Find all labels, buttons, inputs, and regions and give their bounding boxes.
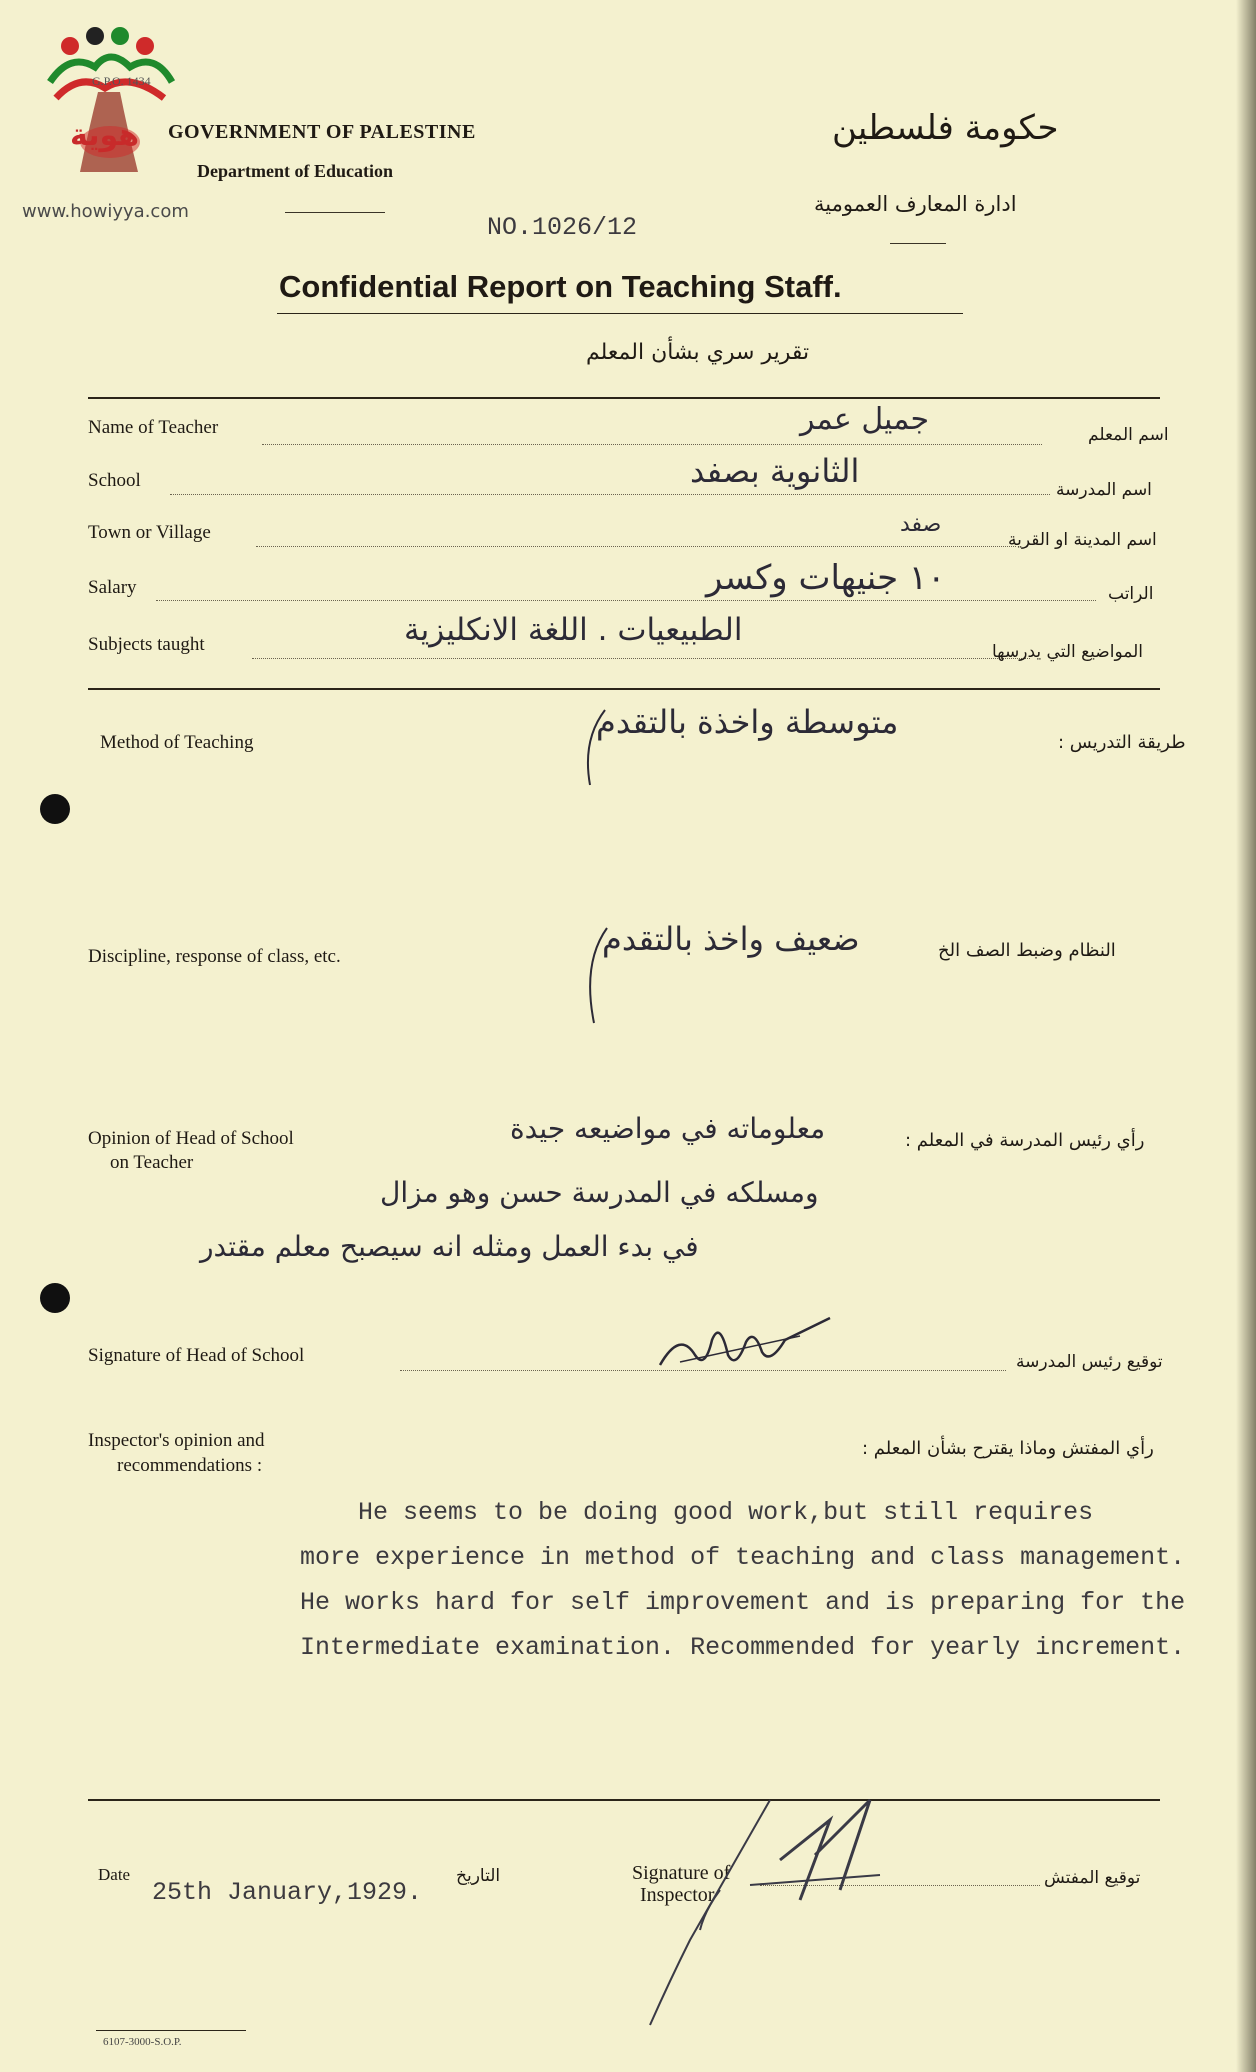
head-signature-label: Signature of Head of School bbox=[88, 1345, 305, 1366]
howiyya-logo bbox=[40, 22, 180, 182]
school-label: School bbox=[88, 470, 141, 491]
inspector-signature-label: Signature of bbox=[632, 1862, 731, 1884]
header-dash-right bbox=[890, 243, 946, 244]
school-dots bbox=[170, 494, 1050, 495]
bottom-rule bbox=[88, 1799, 1160, 1801]
watermark-site[interactable]: www.howiyya.com bbox=[22, 201, 189, 222]
name-of-teacher-label-ar: اسم المعلم bbox=[1088, 425, 1169, 445]
department-title-en: Department of Education bbox=[197, 161, 393, 181]
date-label-ar: التاريخ bbox=[456, 1866, 501, 1886]
header-dash-left bbox=[285, 212, 385, 213]
punch-hole-bottom bbox=[40, 1283, 70, 1313]
government-title-en: GOVERNMENT OF PALESTINE bbox=[168, 121, 476, 143]
head-opinion-line-3: في بدء العمل ومثله انه سيصبح معلم مقتدر bbox=[200, 1230, 699, 1263]
head-opinion-line-2: ومسلكه في المدرسة حسن وهو مزال bbox=[380, 1176, 819, 1209]
logo-text: هوية bbox=[70, 118, 140, 153]
subjects-label: Subjects taught bbox=[88, 634, 205, 655]
subjects-value: الطبيعيات . اللغة الانكليزية bbox=[404, 612, 743, 648]
head-opinion-label-2: on Teacher bbox=[110, 1152, 194, 1173]
report-number: NO.1026/12 bbox=[487, 213, 638, 242]
tree-logo-icon bbox=[40, 22, 180, 182]
discipline-bracket-icon bbox=[582, 918, 612, 1028]
page-edge-shadow bbox=[1236, 0, 1256, 2072]
method-value: متوسطة واخذة بالتقدم bbox=[596, 703, 899, 741]
form-ref: G.P.O. 1434 bbox=[92, 74, 151, 88]
inspector-signature-scribble-icon bbox=[630, 1780, 890, 2030]
head-opinion-line-1: معلوماته في مواضيعه جيدة bbox=[510, 1112, 826, 1145]
salary-value: ١٠ جنيهات وكسر bbox=[706, 558, 946, 598]
report-title-ar: تقرير سري بشأن المعلم bbox=[586, 340, 810, 365]
school-label-ar: اسم المدرسة bbox=[1056, 480, 1152, 500]
title-underline bbox=[277, 313, 963, 314]
print-ref: 6107-3000-S.O.P. bbox=[103, 2036, 182, 2048]
name-dots bbox=[262, 444, 1042, 445]
inspector-opinion-label-2: recommendations : bbox=[117, 1455, 263, 1476]
top-rule bbox=[88, 397, 1160, 399]
department-title-ar: ادارة المعارف العمومية bbox=[814, 192, 1017, 216]
salary-dots bbox=[156, 600, 1096, 601]
method-label: Method of Teaching bbox=[100, 732, 254, 753]
head-signature-scribble-icon bbox=[650, 1310, 840, 1380]
inspector-signature-label-2: Inspector bbox=[640, 1884, 715, 1906]
salary-label: Salary bbox=[88, 577, 137, 598]
report-title-en: Confidential Report on Teaching Staff. bbox=[279, 269, 842, 304]
name-of-teacher-value: جميل عمر bbox=[800, 402, 929, 437]
date-value: 25th January,1929. bbox=[152, 1878, 423, 1907]
town-value: صفد bbox=[900, 512, 942, 537]
discipline-value: ضعيف واخذ بالتقدم bbox=[602, 920, 860, 958]
punch-hole-top bbox=[40, 794, 70, 824]
town-dots bbox=[256, 546, 1016, 547]
school-value: الثانوية بصفد bbox=[690, 452, 860, 490]
government-title-ar: حكومة فلسطين bbox=[832, 108, 1059, 148]
town-label-ar: اسم المدينة او القرية bbox=[1008, 530, 1157, 550]
inspector-signature-label-ar: توقيع المفتش bbox=[1044, 1868, 1141, 1888]
inspector-line-3: He works hard for self improvement and is preparing for the bbox=[300, 1588, 1186, 1617]
subjects-dots bbox=[252, 658, 1030, 659]
name-of-teacher-label: Name of Teacher bbox=[88, 417, 219, 438]
method-bracket-icon bbox=[580, 700, 610, 790]
subjects-label-ar: المواضيع التي يدرسها bbox=[992, 642, 1143, 662]
method-label-ar: طريقة التدريس : bbox=[1058, 732, 1186, 753]
print-ref-rule bbox=[96, 2030, 246, 2031]
inspector-opinion-label: Inspector's opinion and bbox=[88, 1430, 265, 1451]
head-opinion-label: Opinion of Head of School bbox=[88, 1128, 294, 1149]
date-label: Date bbox=[98, 1865, 131, 1884]
salary-label-ar: الراتب bbox=[1108, 584, 1154, 604]
inspector-line-2: more experience in method of teaching and class management. bbox=[300, 1543, 1186, 1572]
discipline-label: Discipline, response of class, etc. bbox=[88, 946, 341, 967]
head-signature-label-ar: توقيع رئيس المدرسة bbox=[1016, 1352, 1163, 1372]
town-label: Town or Village bbox=[88, 522, 211, 543]
inspector-line-4: Intermediate examination. Recommended for yearly increment. bbox=[300, 1633, 1186, 1662]
head-opinion-label-ar: رأي رئيس المدرسة في المعلم : bbox=[905, 1130, 1145, 1151]
discipline-label-ar: النظام وضبط الصف الخ bbox=[938, 940, 1116, 961]
fields-bottom-rule bbox=[88, 688, 1160, 690]
inspector-opinion-label-ar: رأي المفتش وماذا يقترح بشأن المعلم : bbox=[862, 1438, 1154, 1459]
inspector-line-1: He seems to be doing good work,but still requires bbox=[358, 1498, 1094, 1527]
